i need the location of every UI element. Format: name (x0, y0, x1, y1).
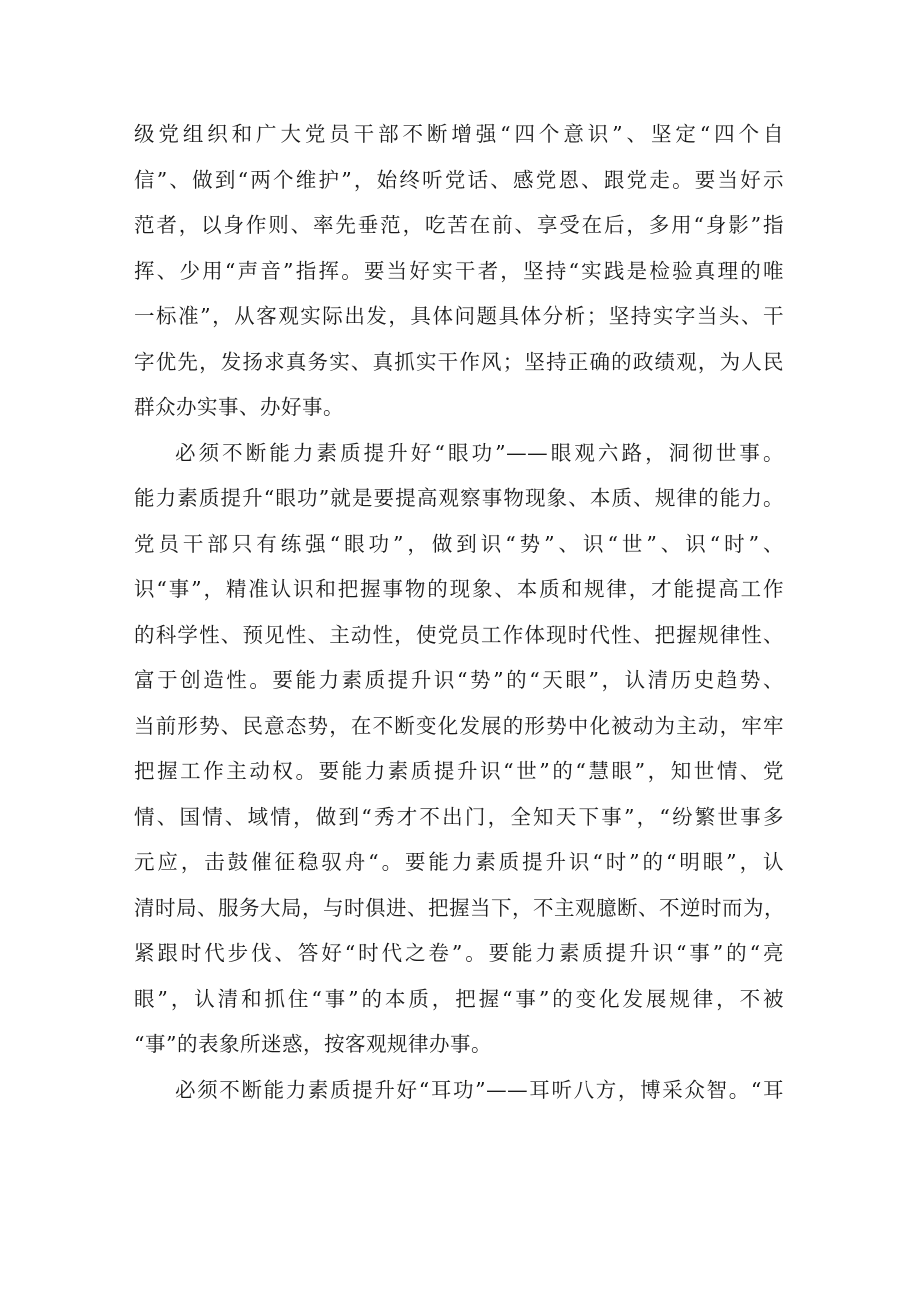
text-line: 必须不断能力素质提升好“眼功”——眼观六路，洞彻世事。 (175, 440, 784, 465)
text-line: 字优先，发扬求真务实、真抓实干作风；坚持正确的政绩观，为人民 (134, 349, 784, 374)
text-line: 把握工作主动权。要能力素质提升识“世”的“慧眼”，知世情、党 (134, 759, 784, 783)
text-line: 信”、做到“两个维护”，始终听党话、感党恩、跟党走。要当好示 (134, 167, 784, 192)
text-line: 一标准”，从客观实际出发，具体问题具体分析；坚持实字当头、干 (134, 304, 784, 328)
text-line: 紧跟时代步伐、答好“时代之卷”。要能力素质提升识“事”的“亮 (134, 941, 784, 965)
text-line: 情、国情、域情，做到“秀才不出门，全知天下事”，“纷繁世事多 (134, 804, 784, 829)
text-line: 富于创造性。要能力素质提升识“势”的“天眼”，认清历史趋势、 (134, 668, 784, 692)
text-line: 识“事”，精准认识和把握事物的现象、本质和规律，才能提高工作 (134, 577, 784, 601)
text-line: 挥、少用“声音”指挥。要当好实干者，坚持“实践是检验真理的唯 (134, 258, 784, 283)
document-body (134, 112, 784, 1113)
text-line: 元应，击鼓催征稳驭舟“。要能力素质提升识“时”的“明眼”，认 (134, 850, 784, 874)
text-line: 必须不断能力素质提升好“耳功”——耳听八方，博采众智。“耳 (175, 1077, 784, 1102)
text-line: 的科学性、预见性、主动性，使党员工作体现时代性、把握规律性、 (134, 622, 784, 647)
text-line: 群众办实事、办好事。 (134, 395, 344, 419)
text-line: 能力素质提升“眼功”就是要提高观察事物现象、本质、规律的能力。 (134, 486, 784, 510)
paragraph-1 (134, 112, 784, 431)
text-line: 清时局、服务大局，与时俱进、把握当下，不主观臆断、不逆时而为， (134, 895, 785, 920)
text-line: 眼”，认清和抓住“事”的本质，把握“事”的变化发展规律，不被 (134, 986, 784, 1011)
text-line: “事”的表象所迷惑，按客观规律办事。 (134, 1032, 492, 1056)
paragraph-2 (134, 431, 784, 1068)
text-line: 当前形势、民意态势，在不断变化发展的形势中化被动为主动，牢牢 (134, 713, 784, 738)
text-line: 党员干部只有练强“眼功”，做到识“势”、识“世”、识“时”、 (134, 531, 784, 556)
text-line: 范者，以身作则、率先垂范，吃苦在前、享受在后，多用“身影”指 (134, 213, 784, 237)
text-line: 级党组织和广大党员干部不断增强“四个意识”、坚定“四个自 (134, 122, 784, 146)
paragraph-3 (134, 1068, 784, 1114)
